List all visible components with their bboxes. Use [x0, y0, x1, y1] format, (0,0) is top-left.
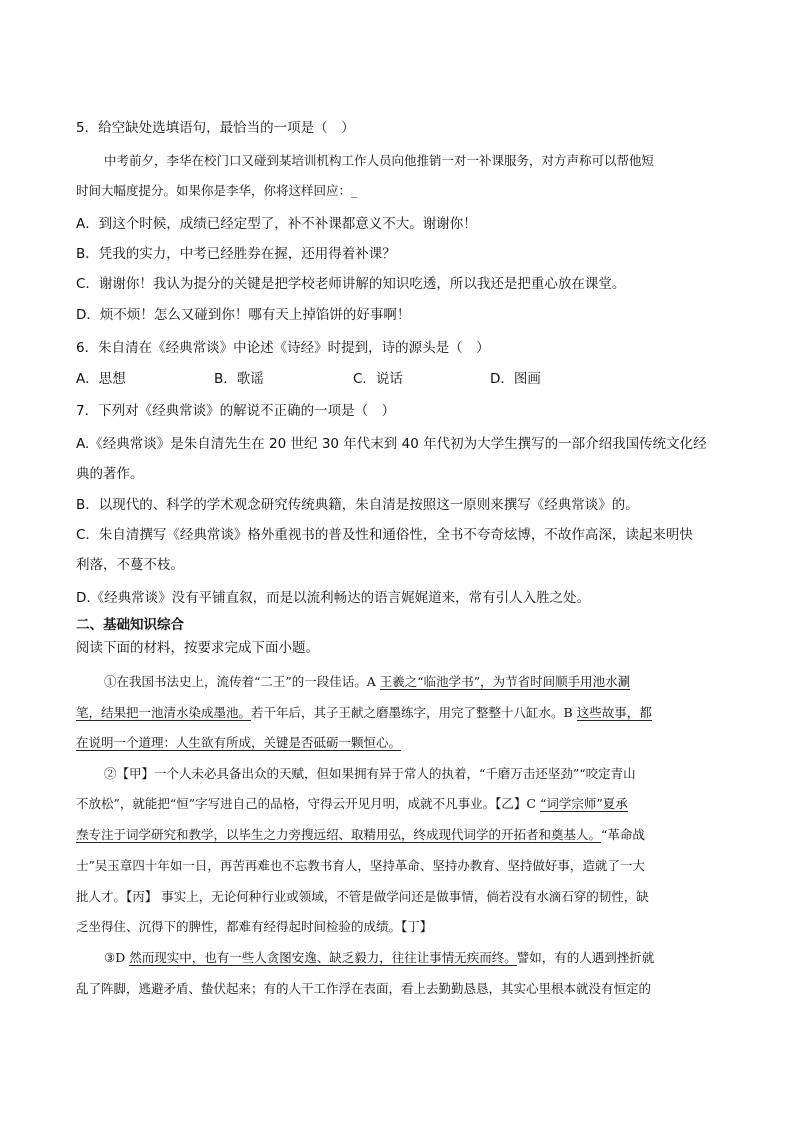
q6-option-c: C．说话: [353, 371, 403, 387]
passage-p1-line2: 笔，结果把一池清水染成墨池。若干年后，其子王献之磨墨练字，用完了整整十八缸水。B 这些故事，都: [76, 705, 652, 720]
section-heading: 二、基础知识综合: [76, 617, 184, 633]
passage-p3-line1: ③D 然而现实中，也有一些人贪图安逸、缺乏毅力，往往让事情无疾而终。譬如，有的人遇到挫折就: [104, 950, 655, 965]
underline-b: 这些故事，都: [576, 705, 652, 720]
passage-p2-line3: 焘专注于词学研究和教学，以毕生之力旁搜远绍、取精用弘，终成现代词学的开拓者和奠基人。“革命战: [76, 827, 645, 842]
q7-option-b: B．以现代的、科学的学术观念研究传统典籍，朱自清是按照这一原则来撰写《经典常谈》的。: [76, 497, 639, 513]
q6-option-d: D．图画: [490, 371, 541, 387]
q5-option-d: D．烦不烦！怎么又碰到你！哪有天上掉馅饼的好事啊！: [76, 307, 411, 323]
q7-option-c-line1: C．朱自清撰写《经典常谈》格外重视书的普及性和通俗性，全书不夸奇炫博，不故作高深，读起来明快: [76, 527, 693, 543]
q7-option-c-line2: 利落，不蔓不枝。: [76, 557, 184, 573]
q5-context-line1: 中考前夕，李华在校门口又碰到某培训机构工作人员向他推销一对一补课服务，对方声称可以帮他短: [104, 153, 655, 168]
underline-a-cont: 笔，结果把一池清水染成墨池。: [76, 705, 252, 720]
section-instruction: 阅读下面的材料，按要求完成下面小题。: [76, 640, 319, 656]
passage-p3-line2: 乱了阵脚，逃避矛盾、蛰伏起来；有的人干工作浮在表面，看上去勤勤恳恳，其实心里根本就没有恒定的: [76, 981, 652, 996]
underline-c-cont: 焘专注于词学研究和教学，以毕生之力旁搜远绍、取精用弘，终成现代词学的开拓者和奠基人。: [76, 827, 602, 842]
underline-d: 然而现实中，也有一些人贪图安逸、缺乏毅力，往往让事情无疾而终。: [129, 950, 517, 965]
q6-stem: 6．朱自清在《经典常谈》中论述《诗经》时提到，诗的源头是（ ）: [76, 340, 490, 356]
passage-p2-line1: ②【甲】一个人未必具备出众的天赋，但如果拥有异于常人的执着，“千磨万击还坚劲”“咬定青山: [104, 766, 636, 781]
q5-option-c: C．谢谢你！我认为提分的关键是把学校老师讲解的知识吃透，所以我还是把重心放在课堂。: [76, 276, 626, 292]
q7-option-a-line2: 典的著作。: [76, 466, 144, 482]
q7-stem: 7．下列对《经典常谈》的解说不正确的一项是（ ）: [76, 403, 396, 419]
passage-p2-line2: 不放松”，就能把“恒”字写进自己的品格，守得云开见月明，成就不凡事业。【乙】C “词学宗师”夏承: [76, 796, 628, 811]
passage-p1-line3: [76, 733, 401, 753]
underline-c: “词学宗师”夏承: [539, 796, 628, 811]
passage-p2-line5: 批人才。【丙】 事实上，无论何种行业或领域，不管是做学问还是做事情，倘若没有水滴石穿的韧性，缺: [76, 889, 649, 904]
q5-stem: 5．给空缺处选填语句，最恰当的一项是（ ）: [76, 120, 355, 136]
passage-p1-line1: ①在我国书法史上，流传着“二王”的一段佳话。A 王羲之“临池学书”，为节省时间顺手用池水涮: [104, 674, 631, 689]
passage-p2-line4: 士”吴玉章四十年如一日，再苦再难也不忘教书育人，坚持革命、坚持办教育、坚持做好事，造就了一大: [76, 858, 645, 873]
q7-option-d: D.《经典常谈》没有平铺直叙，而是以流利畅达的语言娓娓道来，常有引人入胜之处。: [76, 590, 591, 606]
q5-option-b: B．凭我的实力，中考已经胜券在握，还用得着补课？: [76, 246, 396, 262]
q6-option-b: B．歌谣: [214, 371, 264, 387]
q7-option-a-line1: A.《经典常谈》是朱自清先生在 20 世纪 30 年代末到 40 年代初为大学生撰写的一部介绍我国传统文化经: [76, 436, 707, 452]
passage-p2-line6: 乏坐得住、沉得下的脾性，都难有经得起时间检验的成绩。【丁】: [76, 919, 433, 934]
q5-context-line2: 时间大幅度提分。如果你是李华，你将这样回应：_: [76, 183, 358, 198]
q6-option-a: A．思想: [76, 371, 126, 387]
q5-option-a: A．到这个时候，成绩已经定型了，补不补课都意义不大。谢谢你！: [76, 216, 477, 232]
underline-b-cont: 在说明一个道理：人生欲有所成，关键是否砥砺一颗恒心。: [76, 735, 402, 750]
underline-a: 王羲之“临池学书”，为节省时间顺手用池水涮: [379, 674, 631, 689]
